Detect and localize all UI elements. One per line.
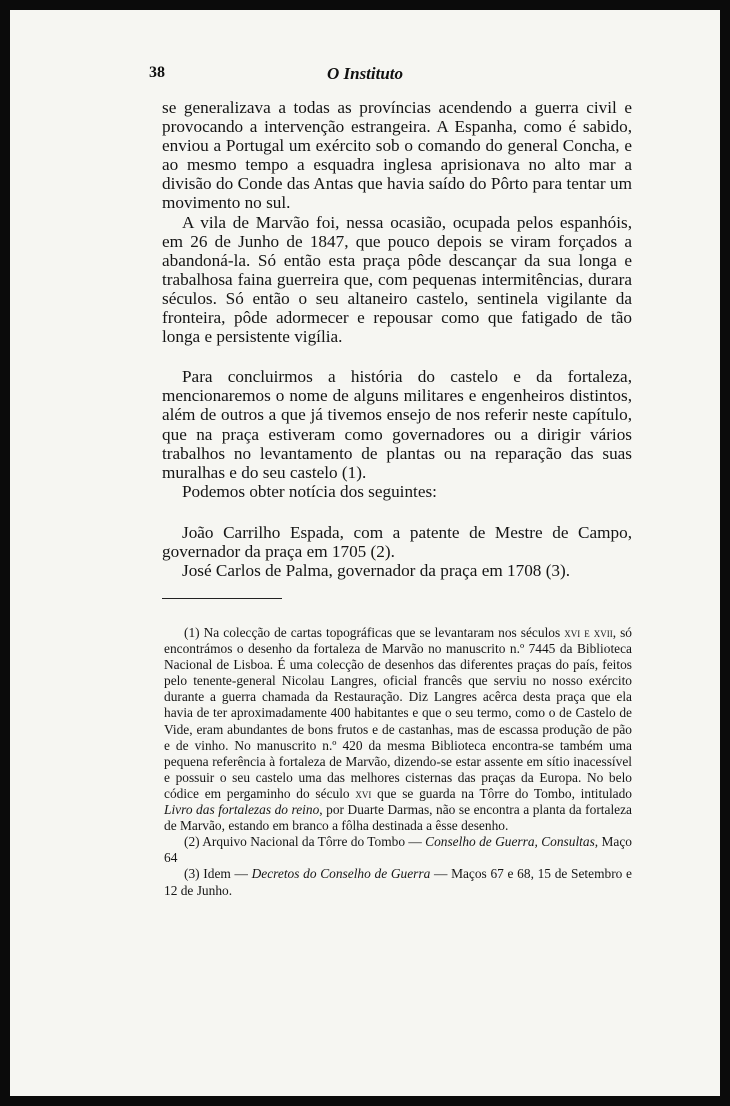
running-title: O Instituto (326, 64, 404, 83)
footnote-1-text-b: , só encontrámos o desenho da fortaleza de Marvão no manuscrito n.º 7445 da Biblioteca Nacional de Lisboa. É uma colecção de desenhos das diferentes praças do país, feitos pelo tenente-general Nicolau Langres, oficial francês que serviu no nosso exército durante a guerra chamada da Restauração. Diz Langres acêrca desta praça que ela havia de ter aproximadamente 400 habitantes e que o seu termo, como o de Castelo de Vide, eram abundantes de bons frutos e de castanhas, mas de escassa produção de pão e de vinho. No manuscrito n.º 420 da mesma Biblioteca encontra-se também uma pequena referência à fortaleza de Marvão, dizendo-se estar assente em sítio inacessível e possuir o seu castelo uma das melhores cisternas das praças da Europa. No belo códice em pergaminho do século (164, 625, 632, 801)
paragraph-2: A vila de Marvão foi, nessa ocasião, ocupada pelos espanhóis, em 26 de Junho de 1847, que pouco depois se viram forçados a abandoná-la. Só então esta praça pôde descançar da sua longa e trabalhosa faina guerreira que, com pequenas intermitências, durara séculos. Só então o seu altaneiro castelo, sentinela vigilante da fronteira, pôde adormecer e repousar como que fatigado de tão longa e persistente vigília. (162, 212, 632, 347)
page-number: 38 (149, 64, 165, 81)
footnote-1-book-title: Livro das fortalezas do reino (164, 802, 320, 818)
footnote-1-text-c: que se guarda na Tôrre do Tombo, intitulado (371, 785, 632, 801)
footnote-2-text-a: (2) Arquivo Nacional da Tôrre do Tombo — (184, 834, 426, 850)
paragraph-4: Podemos obter notícia dos seguintes: (182, 481, 437, 501)
footnote-2-source-title: Conselho de Guerra, Consultas (425, 834, 595, 850)
footnote-3-source-title: Decretos do Conselho de Guerra (251, 866, 431, 882)
footnote-separator (162, 598, 282, 599)
footnote-1-text-d: , por Duarte Darmas, não se encontra a planta da fortaleza de Marvão, estando em branco a fôlha destinada a êsse desenho. (164, 802, 632, 834)
footnote-3 (164, 866, 632, 898)
footnote-1-centuries: xvi e xvii (564, 625, 613, 640)
paragraph-5: João Carrilho Espada, com a patente de Mestre de Campo, governador da praça em 1705 (2). (162, 522, 632, 561)
footnote-2-text-b: , Maço 64 (164, 834, 632, 866)
paragraph-1: se generalizava a todas as províncias acendendo a guerra civil e provocando a intervenção estrangeira. A Espanha, como é sabido, enviou a Portugal um exército sob o comando do general Concha, e ao mesmo tempo a esquadra inglesa aprisionava no alto mar a divisão do Conde das Antas que havia saído do Pôrto para tentar um movimento no sul. (162, 98, 632, 213)
paragraph-3: Para concluirmos a história do castelo e da fortaleza, mencionaremos o nome de alguns militares e engenheiros distintos, além de outros a que já tivemos ensejo de nos referir neste capítulo, que na praça estiveram como governadores ou a dirigir vários trabalhos no levantamento de plantas ou na reparação das suas muralhas e do seu castelo (1). (162, 367, 632, 482)
footnote-1-century: xvi (355, 785, 372, 801)
footnote-1-text-a: (1) Na colecção de cartas topográficas que se levantaram nos séculos (184, 625, 565, 640)
paragraph-6: José Carlos de Palma, governador da praça em 1708 (3). (182, 561, 571, 581)
footnotes (164, 625, 632, 899)
footnote-1 (164, 625, 632, 834)
body-text (162, 98, 632, 580)
footnote-2 (164, 834, 632, 866)
footnote-3-text-a: (3) Idem — (184, 866, 252, 882)
footnote-3-text-b: — Maços 67 e 68, 15 de Setembro e 12 de Junho. (164, 866, 632, 898)
